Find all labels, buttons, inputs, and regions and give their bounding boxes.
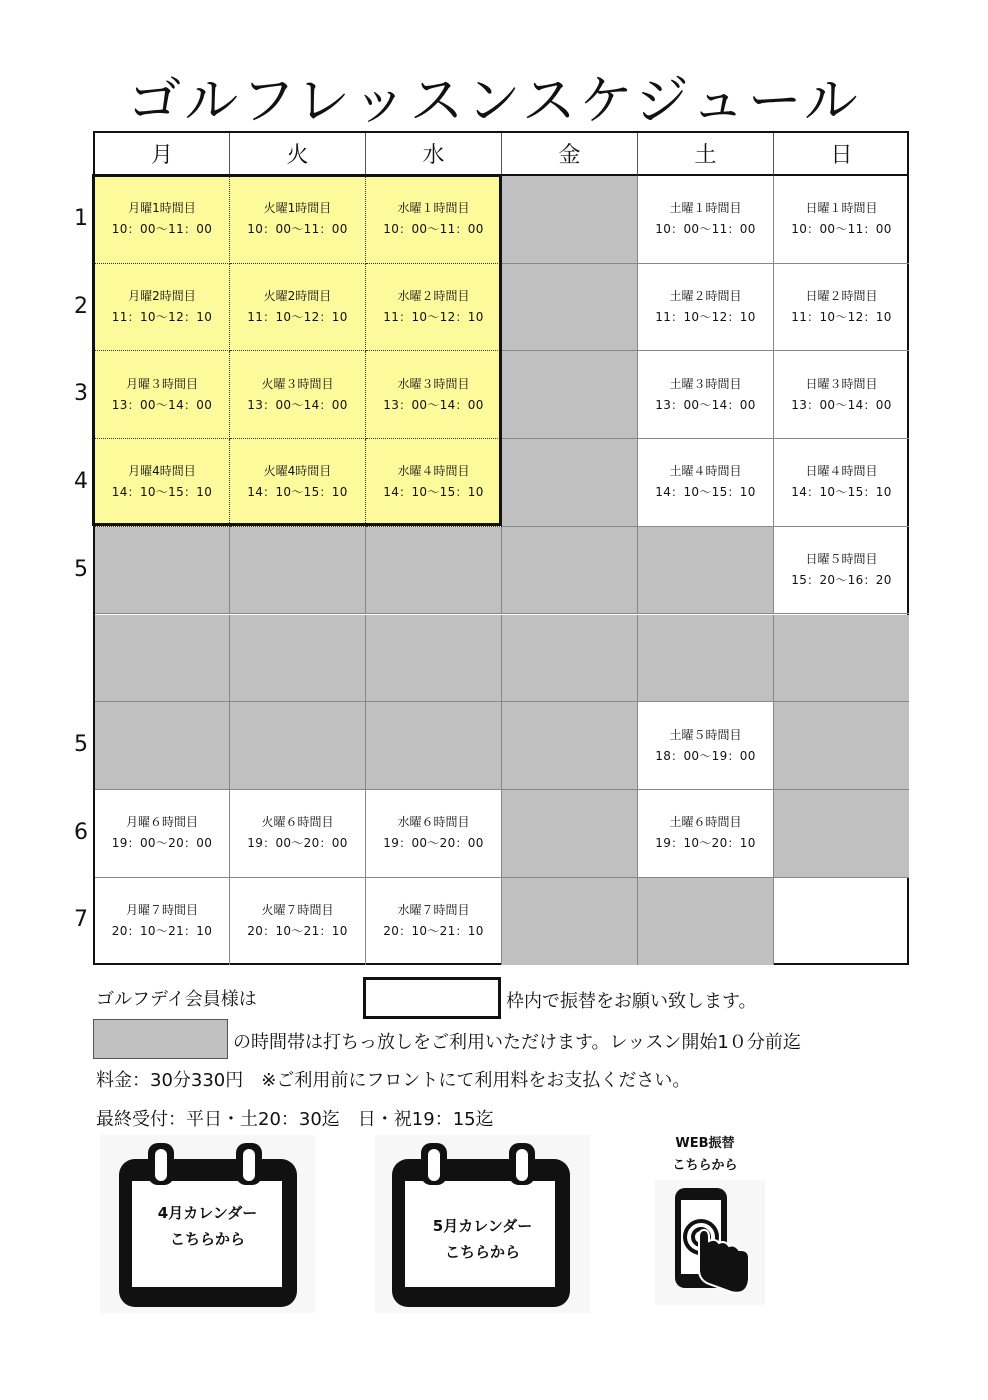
- unavailable-slot: [502, 264, 638, 352]
- lesson-slot[interactable]: [638, 176, 774, 264]
- day-header: 水: [366, 133, 502, 176]
- lesson-slot[interactable]: [774, 176, 909, 264]
- lesson-slot-time: 11：10〜12：10: [383, 310, 484, 325]
- unavailable-slot: [502, 790, 638, 878]
- lesson-slot-time: 11：10〜12：10: [655, 310, 756, 325]
- lesson-slot-name: 月曜2時間目: [128, 289, 196, 304]
- lesson-slot[interactable]: [230, 878, 366, 966]
- lesson-slot-time: 14：10〜15：10: [655, 485, 756, 500]
- member-frame-legend: [363, 977, 501, 1019]
- lesson-slot[interactable]: [366, 439, 502, 527]
- lesson-slot-time: 19：00〜20：00: [111, 836, 213, 851]
- lesson-slot-time: 10：00〜11：00: [383, 222, 484, 237]
- lesson-slot[interactable]: [366, 176, 502, 264]
- lesson-slot-name: 日曜４時間目: [805, 464, 878, 479]
- lesson-slot[interactable]: [230, 439, 366, 527]
- unavailable-slot: [366, 527, 502, 615]
- lesson-slot-name: 水曜２時間目: [397, 289, 470, 304]
- lesson-slot[interactable]: [366, 351, 502, 439]
- unavailable-slot: [230, 615, 366, 703]
- lesson-slot-time: 15：20〜16：20: [791, 573, 892, 588]
- lesson-slot-time: 19：00〜20：00: [383, 836, 484, 851]
- lesson-slot-time: 10：00〜11：00: [247, 222, 348, 237]
- period-number: 7: [74, 907, 88, 933]
- lesson-slot-name: 水曜４時間目: [397, 464, 470, 479]
- lesson-slot-time: 13：00〜14：00: [383, 397, 484, 412]
- unavailable-slot: [774, 878, 909, 966]
- unavailable-slot: [638, 878, 774, 966]
- unavailable-slot: [502, 615, 638, 703]
- lesson-slot-time: 20：10〜21：10: [111, 924, 213, 939]
- lesson-slot-name: 火曜６時間目: [261, 815, 334, 830]
- lesson-slot-time: 14：10〜15：10: [247, 485, 348, 500]
- unavailable-slot: [95, 615, 230, 703]
- lesson-slot-time: 19：10〜20：10: [655, 836, 756, 851]
- lesson-slot-name: 月曜７時間目: [125, 903, 198, 918]
- page-title: ゴルフレッスンスケジュール: [127, 69, 861, 132]
- day-header: 火: [230, 133, 366, 176]
- lesson-slot[interactable]: [95, 176, 230, 264]
- lesson-slot-time: 11：10〜12：10: [111, 310, 213, 325]
- lesson-slot-name: 日曜５時間目: [805, 552, 878, 567]
- lesson-slot-name: 月曜６時間目: [125, 815, 198, 830]
- schedule-grid: [93, 131, 909, 965]
- lesson-slot[interactable]: [638, 702, 774, 790]
- web-transfer-subtitle: こちらから: [672, 1158, 738, 1173]
- unavailable-slot: [638, 527, 774, 615]
- lesson-slot-time: 13：00〜14：00: [111, 397, 213, 412]
- lesson-slot-name: 土曜５時間目: [669, 727, 742, 742]
- smartphone-tap-icon: [655, 1180, 765, 1305]
- lesson-slot[interactable]: [95, 264, 230, 352]
- unavailable-slot: [502, 439, 638, 527]
- unavailable-slot: [366, 702, 502, 790]
- unavailable-slot: [502, 878, 638, 966]
- lesson-slot-time: 11：10〜12：10: [791, 310, 892, 325]
- lesson-slot[interactable]: [230, 264, 366, 352]
- may-calendar-label: 5月カレンダー: [432, 1217, 533, 1235]
- lesson-slot-time: 13：00〜14：00: [247, 397, 348, 412]
- lesson-slot[interactable]: [95, 439, 230, 527]
- period-number: 4: [74, 468, 88, 494]
- lesson-slot-time: 13：00〜14：00: [791, 397, 892, 412]
- period-number: 3: [74, 381, 88, 407]
- lesson-slot-name: 水曜６時間目: [397, 815, 470, 830]
- lesson-slot-name: 土曜２時間目: [669, 289, 742, 304]
- fee-note: 料金：30分330円 ※ご利用前にフロントにて利用料をお支払ください。: [96, 1070, 691, 1091]
- unavailable-slot: [638, 615, 774, 703]
- unavailable-slot: [230, 702, 366, 790]
- lesson-slot[interactable]: [638, 264, 774, 352]
- unavailable-slot: [502, 176, 638, 264]
- lesson-slot-name: 火曜1時間目: [263, 201, 332, 216]
- day-header: 日: [774, 133, 909, 176]
- lesson-slot-name: 土曜４時間目: [669, 464, 742, 479]
- unavailable-slot: [502, 527, 638, 615]
- lesson-slot-name: 火曜７時間目: [261, 903, 334, 918]
- lesson-slot-time: 14：10〜15：10: [791, 485, 892, 500]
- lesson-slot-name: 水曜３時間目: [397, 376, 470, 391]
- unavailable-slot: [774, 615, 909, 703]
- period-number: 6: [74, 819, 88, 845]
- may-calendar-sublabel: こちらから: [444, 1243, 520, 1261]
- web-transfer-label[interactable]: [650, 1133, 760, 1177]
- may-calendar-button[interactable]: [375, 1135, 590, 1313]
- lesson-slot-time: 10：00〜11：00: [111, 222, 213, 237]
- unavailable-slot: [366, 615, 502, 703]
- unavailable-slot: [774, 790, 909, 878]
- lesson-slot-name: 日曜１時間目: [805, 201, 878, 216]
- april-calendar-label: 4月カレンダー: [157, 1204, 258, 1222]
- lesson-slot-name: 日曜２時間目: [805, 289, 878, 304]
- lesson-slot-name: 火曜３時間目: [261, 376, 334, 391]
- lesson-slot-name: 土曜１時間目: [669, 201, 742, 216]
- lesson-slot[interactable]: [230, 351, 366, 439]
- lesson-slot-name: 土曜３時間目: [669, 376, 742, 391]
- lesson-slot[interactable]: [230, 176, 366, 264]
- lesson-slot[interactable]: [366, 878, 502, 966]
- lesson-slot[interactable]: [230, 790, 366, 878]
- lesson-slot-time: 10：00〜11：00: [791, 222, 892, 237]
- lesson-slot-name: 火曜4時間目: [263, 464, 332, 479]
- lesson-slot[interactable]: [638, 439, 774, 527]
- lesson-slot[interactable]: [638, 790, 774, 878]
- member-note-suffix: 枠内で振替をお願い致します。: [506, 991, 757, 1012]
- april-calendar-sublabel: こちらから: [169, 1230, 245, 1248]
- unavailable-slot: [774, 702, 909, 790]
- lesson-slot-name: 水曜７時間目: [397, 903, 470, 918]
- lesson-slot-time: 20：10〜21：10: [383, 924, 484, 939]
- lesson-slot-time: 13：00〜14：00: [655, 397, 756, 412]
- lesson-slot-time: 14：10〜15：10: [383, 485, 484, 500]
- range-legend-swatch: [93, 1019, 228, 1059]
- lesson-slot-name: 月曜1時間目: [128, 201, 196, 216]
- unavailable-slot: [95, 527, 230, 615]
- lesson-slot[interactable]: [95, 878, 230, 966]
- unavailable-slot: [502, 351, 638, 439]
- lesson-slot-name: 水曜１時間目: [397, 201, 470, 216]
- lesson-slot[interactable]: [774, 351, 909, 439]
- period-number: 5: [74, 556, 88, 582]
- lesson-slot[interactable]: [366, 264, 502, 352]
- lesson-slot-time: 18：00〜19：00: [655, 748, 756, 763]
- period-number: 2: [74, 293, 88, 319]
- lesson-slot-time: 20：10〜21：10: [247, 924, 348, 939]
- lesson-slot[interactable]: [774, 439, 909, 527]
- lesson-slot[interactable]: [638, 351, 774, 439]
- period-number: 1: [74, 205, 88, 231]
- range-note: の時間帯は打ちっ放しをご利用いただけます。レッスン開始1０分前迄: [233, 1032, 801, 1053]
- april-calendar-button[interactable]: [100, 1135, 315, 1313]
- lesson-slot-time: 10：00〜11：00: [655, 222, 756, 237]
- lesson-slot-name: 火曜2時間目: [263, 289, 332, 304]
- day-header: 月: [95, 133, 230, 176]
- lesson-slot[interactable]: [774, 264, 909, 352]
- lesson-slot-name: 月曜4時間目: [128, 464, 196, 479]
- lesson-slot-name: 月曜３時間目: [125, 376, 198, 391]
- lesson-slot-time: 11：10〜12：10: [247, 310, 348, 325]
- lesson-slot[interactable]: [366, 790, 502, 878]
- web-transfer-button[interactable]: [655, 1180, 765, 1305]
- unavailable-slot: [95, 702, 230, 790]
- lesson-slot[interactable]: [95, 790, 230, 878]
- lesson-slot[interactable]: [774, 527, 909, 615]
- unavailable-slot: [230, 527, 366, 615]
- lesson-slot-name: 日曜３時間目: [805, 376, 878, 391]
- day-header: 金: [502, 133, 638, 176]
- lesson-slot-name: 土曜６時間目: [669, 815, 742, 830]
- unavailable-slot: [502, 702, 638, 790]
- day-header: 土: [638, 133, 774, 176]
- member-note-prefix: ゴルフデイ会員様は: [96, 989, 257, 1010]
- lesson-slot-time: 14：10〜15：10: [111, 485, 213, 500]
- last-accept-note: 最終受付：平日・土20：30迄 日・祝19：15迄: [96, 1109, 494, 1130]
- lesson-slot[interactable]: [95, 351, 230, 439]
- web-transfer-title: WEB振替: [675, 1136, 735, 1151]
- lesson-slot-time: 19：00〜20：00: [247, 836, 348, 851]
- period-number: 5: [74, 732, 88, 758]
